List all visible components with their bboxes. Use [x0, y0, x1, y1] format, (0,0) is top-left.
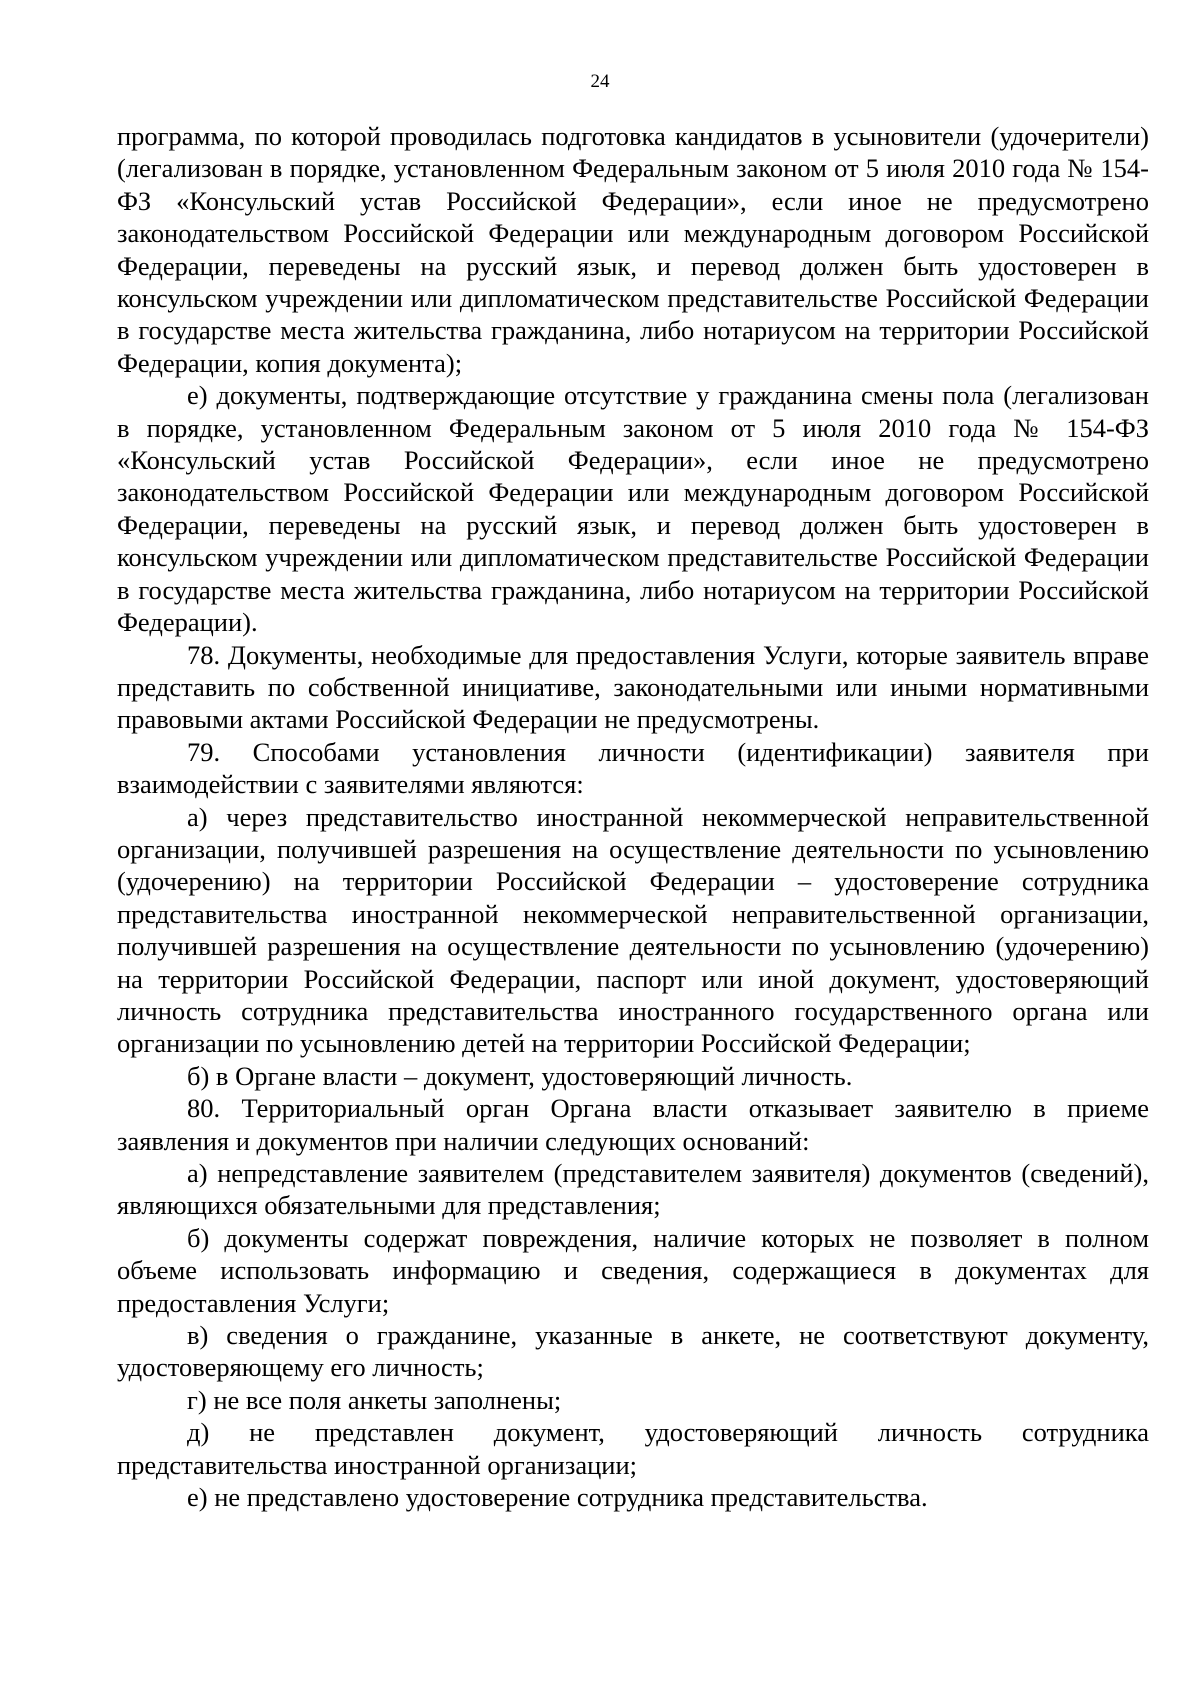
paragraph-78: 78. Документы, необходимые для предоставления Услуги, которые заявитель вправе представить по собственной инициативе, законодательными или иными нормативными правовыми актами Российской Федерации не предусмотрены. — [117, 639, 1149, 735]
paragraph-80-v: в) сведения о гражданине, указанные в анкете, не соответствуют документу, удостоверяющему его личность; — [117, 1320, 1149, 1383]
paragraph-80-b: б) документы содержат повреждения, наличие которых не позволяет в полном объеме использовать информацию и сведения, содержащиеся в документах для предоставления Услуги; — [117, 1222, 1149, 1318]
paragraph-program: программа, по которой проводилась подготовка кандидатов в усыновители (удочерители) (легализован в порядке, установленном Федеральным законом от 5 июля 2010 года № 154-ФЗ «Консульский устав Российской Федерации», если иное не предусмотрено законодательством Российской Федерации или международным договором Российской Федерации, переведены на русский язык, и перевод должен быть удостоверен в консульском учреждении или дипломатическом представительстве Российской Федерации в государстве места жительства гражданина, либо нотариусом на территории Российской Федерации, копия документа); — [117, 121, 1149, 378]
paragraph-79: 79. Способами установления личности (идентификации) заявителя при взаимодействии с заявителями являются: — [117, 736, 1149, 800]
paragraph-item-e-gender: е) документы, подтверждающие отсутствие у гражданина смены пола (легализован в порядке, установленном Федеральным законом от 5 июля 2010 года № 154-ФЗ «Консульский устав Российской Федерации», если иное не предусмотрено законодательством Российской Федерации или международным договором Российской Федерации, переведены на русский язык, и перевод должен быть удостоверен в консульском учреждении или дипломатическом представительстве Российской Федерации в государстве места жительства гражданина, либо нотариусом на территории Российской Федерации). — [117, 380, 1149, 638]
paragraph-79-b: б) в Органе власти – документ, удостоверяющий личность. — [187, 1060, 853, 1091]
paragraph-80: 80. Территориальный орган Органа власти отказывает заявителю в приеме заявления и документов при наличии следующих оснований: — [117, 1093, 1149, 1156]
paragraph-80-d: д) не представлен документ, удостоверяющий личность сотрудника представительства иностранной организации; — [117, 1417, 1149, 1480]
paragraph-80-a: а) непредставление заявителем (представителем заявителя) документов (сведений), являющихся обязательными для представления; — [117, 1158, 1149, 1221]
page-number: 24 — [590, 71, 610, 92]
paragraph-80-e: е) не представлено удостоверение сотрудника представительства. — [187, 1482, 928, 1513]
document-body — [117, 120, 1149, 1513]
paragraph-80-g: г) не все поля анкеты заполнены; — [187, 1384, 562, 1415]
paragraph-79-a: а) через представительство иностранной некоммерческой неправительственной организации, получившей разрешения на осуществление деятельности по усыновлению (удочерению) на территории Российской Федерации – удостоверение сотрудника представительства иностранной некоммерческой неправительственной организации, получившей разрешения на осуществление деятельности по усыновлению (удочерению) на территории Российской Федерации, паспорт или иной документ, удостоверяющий личность сотрудника представительства иностранного государственного органа или организации по усыновлению детей на территории Российской Федерации; — [117, 801, 1149, 1059]
